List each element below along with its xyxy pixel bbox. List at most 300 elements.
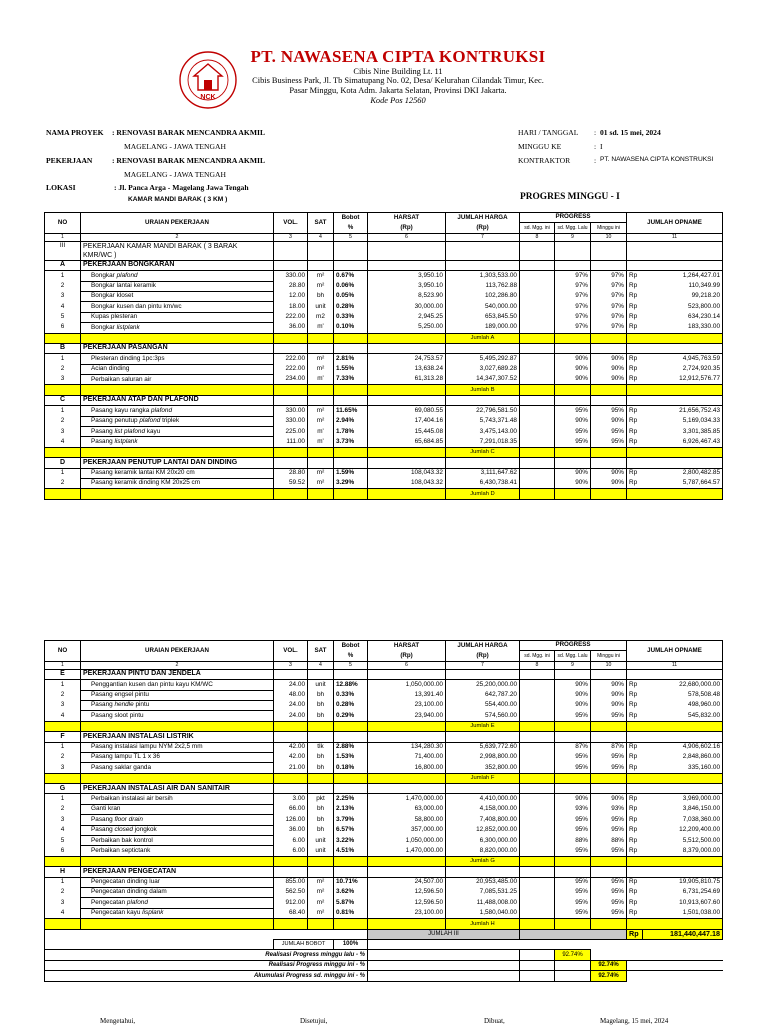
item-sd-lalu: 95% xyxy=(555,427,591,437)
item-sd-ini xyxy=(520,742,555,752)
item-jumlah: 1,580,040.00 xyxy=(446,908,520,918)
item-no: 3 xyxy=(45,815,81,825)
table-row xyxy=(45,752,723,762)
item-rp: Rp xyxy=(627,354,643,364)
item-vol: 330.00 xyxy=(274,271,308,281)
item-minggu-ini: 90% xyxy=(591,700,627,710)
item-opname: 110,349.99 xyxy=(643,281,723,291)
col-progress: PROGRESS xyxy=(520,213,627,223)
item-harsat: 1,470,000.00 xyxy=(368,794,446,804)
item-sat: unit xyxy=(308,836,334,846)
section-total-row xyxy=(45,489,723,499)
item-jumlah: 3,475,143.00 xyxy=(446,427,520,437)
item-desc-text: Pasang keramik lantai KM 20x20 cm xyxy=(91,469,195,477)
item-vol: 855.00 xyxy=(274,877,308,887)
item-bobot: 2.88% xyxy=(334,742,368,752)
total-rp: Rp xyxy=(627,929,643,939)
table-row xyxy=(45,825,723,835)
item-vol: 18.00 xyxy=(274,302,308,312)
table-row xyxy=(45,887,723,897)
item-rp: Rp xyxy=(627,291,643,301)
item-jumlah: 25,200,000.00 xyxy=(446,680,520,690)
item-opname: 183,330.00 xyxy=(643,323,723,333)
item-sat: m² xyxy=(308,281,334,291)
item-minggu-ini: 90% xyxy=(591,680,627,690)
col-jumlah: JUMLAH HARGA xyxy=(446,213,520,223)
item-sd-lalu: 95% xyxy=(555,437,591,447)
item-no: 2 xyxy=(45,752,81,762)
item-opname: 634,230.14 xyxy=(643,312,723,322)
item-sd-lalu: 90% xyxy=(555,364,591,374)
item-desc-suffix: triplek xyxy=(160,417,180,425)
tanggal-label: Magelang, 15 mei, 2024 xyxy=(600,1017,669,1025)
nama-proyek-value: : RENOVASI BARAK MENCANDRA AKMIL xyxy=(112,128,266,137)
item-desc-text: Bongkar kloset xyxy=(91,292,134,300)
col-number: 4 xyxy=(308,661,334,669)
item-desc xyxy=(81,468,274,478)
item-desc-text: Kupas plesteran xyxy=(91,313,138,321)
section-total-row xyxy=(45,773,723,783)
item-sat: bh xyxy=(308,711,334,721)
column-number-row xyxy=(45,661,723,669)
col-number: 1 xyxy=(45,233,81,241)
hari-colon: : xyxy=(594,128,597,137)
item-bobot: 2.13% xyxy=(334,804,368,814)
item-sd-ini xyxy=(520,312,555,322)
item-bobot: 0.06% xyxy=(334,281,368,291)
item-jumlah: 102,286.80 xyxy=(446,291,520,301)
item-sd-lalu: 90% xyxy=(555,375,591,385)
col-no: NO xyxy=(45,213,81,234)
col-sd-ini: sd. Mgg. ini xyxy=(520,651,555,661)
item-desc-text: Bongkar kusen dan pintu km/wc xyxy=(91,302,182,310)
item-sd-lalu: 95% xyxy=(555,877,591,887)
item-sat: bh xyxy=(308,804,334,814)
item-opname: 4,945,763.59 xyxy=(643,354,723,364)
section-name: PEKERJAAN PASANGAN xyxy=(81,343,274,353)
item-opname: 3,846,150.00 xyxy=(643,804,723,814)
item-opname: 2,800,482.85 xyxy=(643,468,723,478)
item-desc xyxy=(81,690,274,700)
item-minggu-ini: 87% xyxy=(591,742,627,752)
section-total-row xyxy=(45,721,723,731)
item-sat: m' xyxy=(308,375,334,385)
item-no: 5 xyxy=(45,312,81,322)
item-bobot: 2.81% xyxy=(334,354,368,364)
item-sat: m² xyxy=(308,271,334,281)
item-desc xyxy=(81,742,274,752)
item-bobot: 1.59% xyxy=(334,468,368,478)
item-minggu-ini: 95% xyxy=(591,763,627,773)
item-opname: 6,731,254.69 xyxy=(643,887,723,897)
item-rp: Rp xyxy=(627,281,643,291)
item-desc-text: Perbaikan septictank xyxy=(91,846,151,854)
item-desc-text: Pasang xyxy=(91,815,113,823)
item-no: 5 xyxy=(45,836,81,846)
item-no: 1 xyxy=(45,271,81,281)
item-desc xyxy=(81,302,274,312)
col-bobot: Bobot xyxy=(334,641,368,651)
item-jumlah: 4,410,000.00 xyxy=(446,794,520,804)
item-harsat: 8,523.90 xyxy=(368,291,446,301)
item-sd-lalu: 90% xyxy=(555,478,591,488)
col-number: 8 xyxy=(520,233,555,241)
section-row xyxy=(45,260,723,270)
item-desc-suffix: jongkok xyxy=(132,826,157,834)
item-harsat: 357,000.00 xyxy=(368,825,446,835)
col-jumlah-unit: (Rp) xyxy=(446,223,520,233)
item-sd-lalu: 95% xyxy=(555,908,591,918)
col-vol: VOL. xyxy=(274,641,308,662)
item-desc-text: Perbaikan instalasi air bersih xyxy=(91,794,173,802)
item-minggu-ini: 93% xyxy=(591,804,627,814)
item-desc xyxy=(81,680,274,690)
section-total-label: Jumlah H xyxy=(446,919,520,929)
item-bobot: 5.87% xyxy=(334,898,368,908)
col-number: 8 xyxy=(520,661,555,669)
section-code: B xyxy=(45,343,81,353)
item-desc-italic: hendle xyxy=(114,701,134,709)
item-minggu-ini: 95% xyxy=(591,846,627,856)
item-vol: 225.00 xyxy=(274,427,308,437)
item-vol: 222.00 xyxy=(274,354,308,364)
lokasi-value: : Jl. Panca Arga - Magelang Jawa Tengah xyxy=(114,183,249,192)
item-vol: 12.00 xyxy=(274,291,308,301)
jumlah-bobot-row xyxy=(45,939,723,949)
item-no: 1 xyxy=(45,468,81,478)
item-sat: unit xyxy=(308,302,334,312)
item-bobot: 0.33% xyxy=(334,690,368,700)
table-row xyxy=(45,291,723,301)
item-sat: m² xyxy=(308,478,334,488)
address-line-1: Cibis Nine Building Lt. 11 xyxy=(353,67,443,76)
section-name: PEKERJAAN PENUTUP LANTAI DAN DINDING xyxy=(81,458,274,468)
item-desc-text: Acian dinding xyxy=(91,365,130,373)
item-desc xyxy=(81,427,274,437)
item-vol: 24.00 xyxy=(274,711,308,721)
item-sat: m² xyxy=(308,416,334,426)
item-harsat: 17,404.16 xyxy=(368,416,446,426)
item-sat: unit xyxy=(308,846,334,856)
item-desc xyxy=(81,887,274,897)
section-total-row xyxy=(45,856,723,866)
col-number: 3 xyxy=(274,233,308,241)
table-row xyxy=(45,478,723,488)
table-row xyxy=(45,416,723,426)
item-harsat: 61,313.28 xyxy=(368,375,446,385)
item-jumlah: 113,762.88 xyxy=(446,281,520,291)
item-desc xyxy=(81,271,274,281)
item-harsat: 23,100.00 xyxy=(368,700,446,710)
item-desc-italic: floor drain xyxy=(114,815,143,823)
item-no: 1 xyxy=(45,794,81,804)
section-name: PEKERJAAN INSTALASI LISTRIK xyxy=(81,732,274,742)
table-header-row xyxy=(45,213,723,223)
item-sat: m² xyxy=(308,468,334,478)
section-row xyxy=(45,395,723,405)
item-vol: 68.40 xyxy=(274,908,308,918)
item-sd-ini xyxy=(520,752,555,762)
item-sd-ini xyxy=(520,291,555,301)
item-bobot: 3.62% xyxy=(334,887,368,897)
item-desc xyxy=(81,908,274,918)
table-row xyxy=(45,742,723,752)
section-row xyxy=(45,867,723,877)
item-opname: 498,960.00 xyxy=(643,700,723,710)
col-number: 3 xyxy=(274,661,308,669)
item-vol: 21.00 xyxy=(274,763,308,773)
item-no: 2 xyxy=(45,887,81,897)
item-bobot: 4.51% xyxy=(334,846,368,856)
item-minggu-ini: 95% xyxy=(591,908,627,918)
item-desc xyxy=(81,354,274,364)
item-desc xyxy=(81,794,274,804)
item-opname: 3,301,385.85 xyxy=(643,427,723,437)
item-harsat: 69,080.55 xyxy=(368,406,446,416)
item-rp: Rp xyxy=(627,700,643,710)
item-minggu-ini: 90% xyxy=(591,375,627,385)
item-sd-ini xyxy=(520,877,555,887)
item-rp: Rp xyxy=(627,680,643,690)
table-row xyxy=(45,302,723,312)
item-vol: 28.80 xyxy=(274,281,308,291)
item-no: 3 xyxy=(45,375,81,385)
item-opname: 3,969,000.00 xyxy=(643,794,723,804)
item-no: 4 xyxy=(45,302,81,312)
item-jumlah: 12,852,000.00 xyxy=(446,825,520,835)
col-minggu-ini: Minggu ini xyxy=(591,651,627,661)
item-desc xyxy=(81,406,274,416)
item-bobot: 6.57% xyxy=(334,825,368,835)
item-opname: 7,038,360.00 xyxy=(643,815,723,825)
item-minggu-ini: 95% xyxy=(591,752,627,762)
pekerjaan-location: MAGELANG - JAWA TENGAH xyxy=(124,170,226,179)
section-code: C xyxy=(45,395,81,405)
item-desc-suffix: pintu xyxy=(133,701,150,709)
group-title-line2: KMR/WC ) xyxy=(83,251,117,259)
item-harsat: 23,100.00 xyxy=(368,908,446,918)
item-sd-lalu: 97% xyxy=(555,302,591,312)
item-no: 2 xyxy=(45,364,81,374)
item-desc xyxy=(81,711,274,721)
item-desc-text: Pasang lampu TL 1 x 36 xyxy=(91,753,160,761)
kontraktor-label: KONTRAKTOR xyxy=(518,156,571,165)
item-bobot: 0.28% xyxy=(334,302,368,312)
kontraktor-value: PT. NAWASENA CIPTA KONSTRUKSI xyxy=(600,156,714,163)
col-number: 5 xyxy=(334,661,368,669)
item-desc-text: Pasang xyxy=(91,437,113,445)
col-number: 7 xyxy=(446,661,520,669)
item-opname: 21,656,752.43 xyxy=(643,406,723,416)
item-rp: Rp xyxy=(627,364,643,374)
company-logo xyxy=(178,50,238,110)
item-vol: 36.00 xyxy=(274,825,308,835)
item-harsat: 5,250.00 xyxy=(368,323,446,333)
item-minggu-ini: 95% xyxy=(591,877,627,887)
item-desc-text: Pasang xyxy=(91,701,113,709)
item-minggu-ini: 97% xyxy=(591,271,627,281)
section-code: E xyxy=(45,669,81,679)
item-minggu-ini: 95% xyxy=(591,711,627,721)
item-sd-ini xyxy=(520,427,555,437)
item-harsat: 2,945.25 xyxy=(368,312,446,322)
col-number: 5 xyxy=(334,233,368,241)
item-bobot: 10.71% xyxy=(334,877,368,887)
section-total-label: Jumlah D xyxy=(446,489,520,499)
realisasi-ini-value: 92.74% xyxy=(591,960,627,970)
item-opname: 10,913,607.60 xyxy=(643,898,723,908)
item-sat: bh xyxy=(308,752,334,762)
table-row xyxy=(45,323,723,333)
item-opname: 1,501,038.00 xyxy=(643,908,723,918)
item-harsat: 1,050,000.00 xyxy=(368,836,446,846)
item-opname: 5,169,034.33 xyxy=(643,416,723,426)
section-code: D xyxy=(45,458,81,468)
item-desc-italic: plafond xyxy=(126,898,148,906)
section-code: A xyxy=(45,260,81,270)
item-jumlah: 11,488,008.00 xyxy=(446,898,520,908)
item-harsat: 16,800.00 xyxy=(368,763,446,773)
item-desc xyxy=(81,815,274,825)
item-desc-text: Pengecatan kayu xyxy=(91,909,141,917)
item-no: 4 xyxy=(45,437,81,447)
item-bobot: 0.33% xyxy=(334,312,368,322)
col-number: 2 xyxy=(81,661,274,669)
item-desc xyxy=(81,291,274,301)
item-sat: m' xyxy=(308,323,334,333)
item-sd-lalu: 95% xyxy=(555,752,591,762)
item-minggu-ini: 95% xyxy=(591,825,627,835)
item-opname: 8,379,000.00 xyxy=(643,846,723,856)
item-desc-text: Pasang keramik dinding KM 20x25 cm xyxy=(91,479,201,487)
item-sat: m² xyxy=(308,898,334,908)
col-progress: PROGRESS xyxy=(520,641,627,651)
nama-proyek-label: NAMA PROYEK xyxy=(46,128,104,137)
col-harsat-unit: (Rp) xyxy=(368,223,446,233)
item-no: 2 xyxy=(45,416,81,426)
progress-table-2 xyxy=(44,640,723,982)
minggu-colon: : xyxy=(594,142,597,151)
item-no: 6 xyxy=(45,323,81,333)
col-bobot-unit: % xyxy=(334,223,368,233)
item-bobot: 0.29% xyxy=(334,711,368,721)
item-sd-ini xyxy=(520,680,555,690)
col-vol: VOL. xyxy=(274,213,308,234)
disetujui-label: Disetujui, xyxy=(300,1017,328,1025)
item-harsat: 30,000.00 xyxy=(368,302,446,312)
item-minggu-ini: 88% xyxy=(591,836,627,846)
col-number: 2 xyxy=(81,233,274,241)
item-minggu-ini: 90% xyxy=(591,794,627,804)
item-desc-text: Pengecatan xyxy=(91,898,126,906)
item-bobot: 0.81% xyxy=(334,908,368,918)
item-desc-italic: plafond xyxy=(151,406,173,414)
item-vol: 222.00 xyxy=(274,364,308,374)
col-uraian: URAIAN PEKERJAAN xyxy=(81,213,274,234)
item-rp: Rp xyxy=(627,804,643,814)
item-no: 1 xyxy=(45,877,81,887)
item-no: 2 xyxy=(45,690,81,700)
item-opname: 1,264,427.01 xyxy=(643,271,723,281)
item-rp: Rp xyxy=(627,815,643,825)
item-desc-text: Perbaikan saluran air xyxy=(91,375,152,383)
section-name: PEKERJAAN PENGECATAN xyxy=(81,867,274,877)
group-no: III xyxy=(45,241,81,260)
item-opname: 5,512,500.00 xyxy=(643,836,723,846)
item-jumlah: 6,430,738.41 xyxy=(446,478,520,488)
item-opname: 545,832.00 xyxy=(643,711,723,721)
item-no: 3 xyxy=(45,898,81,908)
table-row xyxy=(45,468,723,478)
item-rp: Rp xyxy=(627,898,643,908)
akumulasi-value: 92.74% xyxy=(591,971,627,981)
table-row xyxy=(45,427,723,437)
item-harsat: 13,638.24 xyxy=(368,364,446,374)
col-minggu-ini: Minggu ini xyxy=(591,223,627,233)
item-sd-ini xyxy=(520,416,555,426)
item-sd-lalu: 95% xyxy=(555,825,591,835)
item-opname: 5,787,664.57 xyxy=(643,478,723,488)
item-desc-text: Pengecatan dinding dalam xyxy=(91,888,167,896)
item-sd-ini xyxy=(520,323,555,333)
item-vol: 59.52 xyxy=(274,478,308,488)
item-harsat: 3,950.10 xyxy=(368,281,446,291)
item-minggu-ini: 95% xyxy=(591,437,627,447)
item-rp: Rp xyxy=(627,846,643,856)
item-minggu-ini: 90% xyxy=(591,416,627,426)
col-number: 11 xyxy=(627,661,723,669)
item-minggu-ini: 95% xyxy=(591,427,627,437)
item-jumlah: 7,085,531.25 xyxy=(446,887,520,897)
item-rp: Rp xyxy=(627,406,643,416)
item-sd-lalu: 97% xyxy=(555,323,591,333)
item-sat: bh xyxy=(308,291,334,301)
item-sd-lalu: 90% xyxy=(555,416,591,426)
logo-mark: NCK xyxy=(200,94,216,101)
item-no: 1 xyxy=(45,406,81,416)
item-sd-lalu: 95% xyxy=(555,406,591,416)
item-desc xyxy=(81,763,274,773)
item-jumlah: 1,303,533.00 xyxy=(446,271,520,281)
item-jumlah: 554,400.00 xyxy=(446,700,520,710)
item-sd-ini xyxy=(520,887,555,897)
item-sd-lalu: 95% xyxy=(555,815,591,825)
realisasi-lalu-label: Realisasi Progress minggu lalu - % xyxy=(45,950,368,960)
col-number: 10 xyxy=(591,233,627,241)
item-rp: Rp xyxy=(627,711,643,721)
item-sd-lalu: 93% xyxy=(555,804,591,814)
realisasi-ini-label: Realisasi Progress minggu ini - % xyxy=(45,960,368,970)
section-row xyxy=(45,458,723,468)
item-minggu-ini: 97% xyxy=(591,323,627,333)
item-minggu-ini: 95% xyxy=(591,887,627,897)
item-no: 2 xyxy=(45,478,81,488)
item-sd-ini xyxy=(520,271,555,281)
item-desc xyxy=(81,323,274,333)
item-sd-lalu: 90% xyxy=(555,354,591,364)
group-title-row xyxy=(45,241,723,260)
item-sd-lalu: 90% xyxy=(555,468,591,478)
table-row xyxy=(45,763,723,773)
table-row xyxy=(45,804,723,814)
col-no: NO xyxy=(45,641,81,662)
realisasi-lalu-row xyxy=(45,950,723,960)
item-vol: 222.00 xyxy=(274,312,308,322)
item-sd-ini xyxy=(520,468,555,478)
col-harsat-unit: (Rp) xyxy=(368,651,446,661)
item-rp: Rp xyxy=(627,836,643,846)
item-vol: 562.50 xyxy=(274,887,308,897)
